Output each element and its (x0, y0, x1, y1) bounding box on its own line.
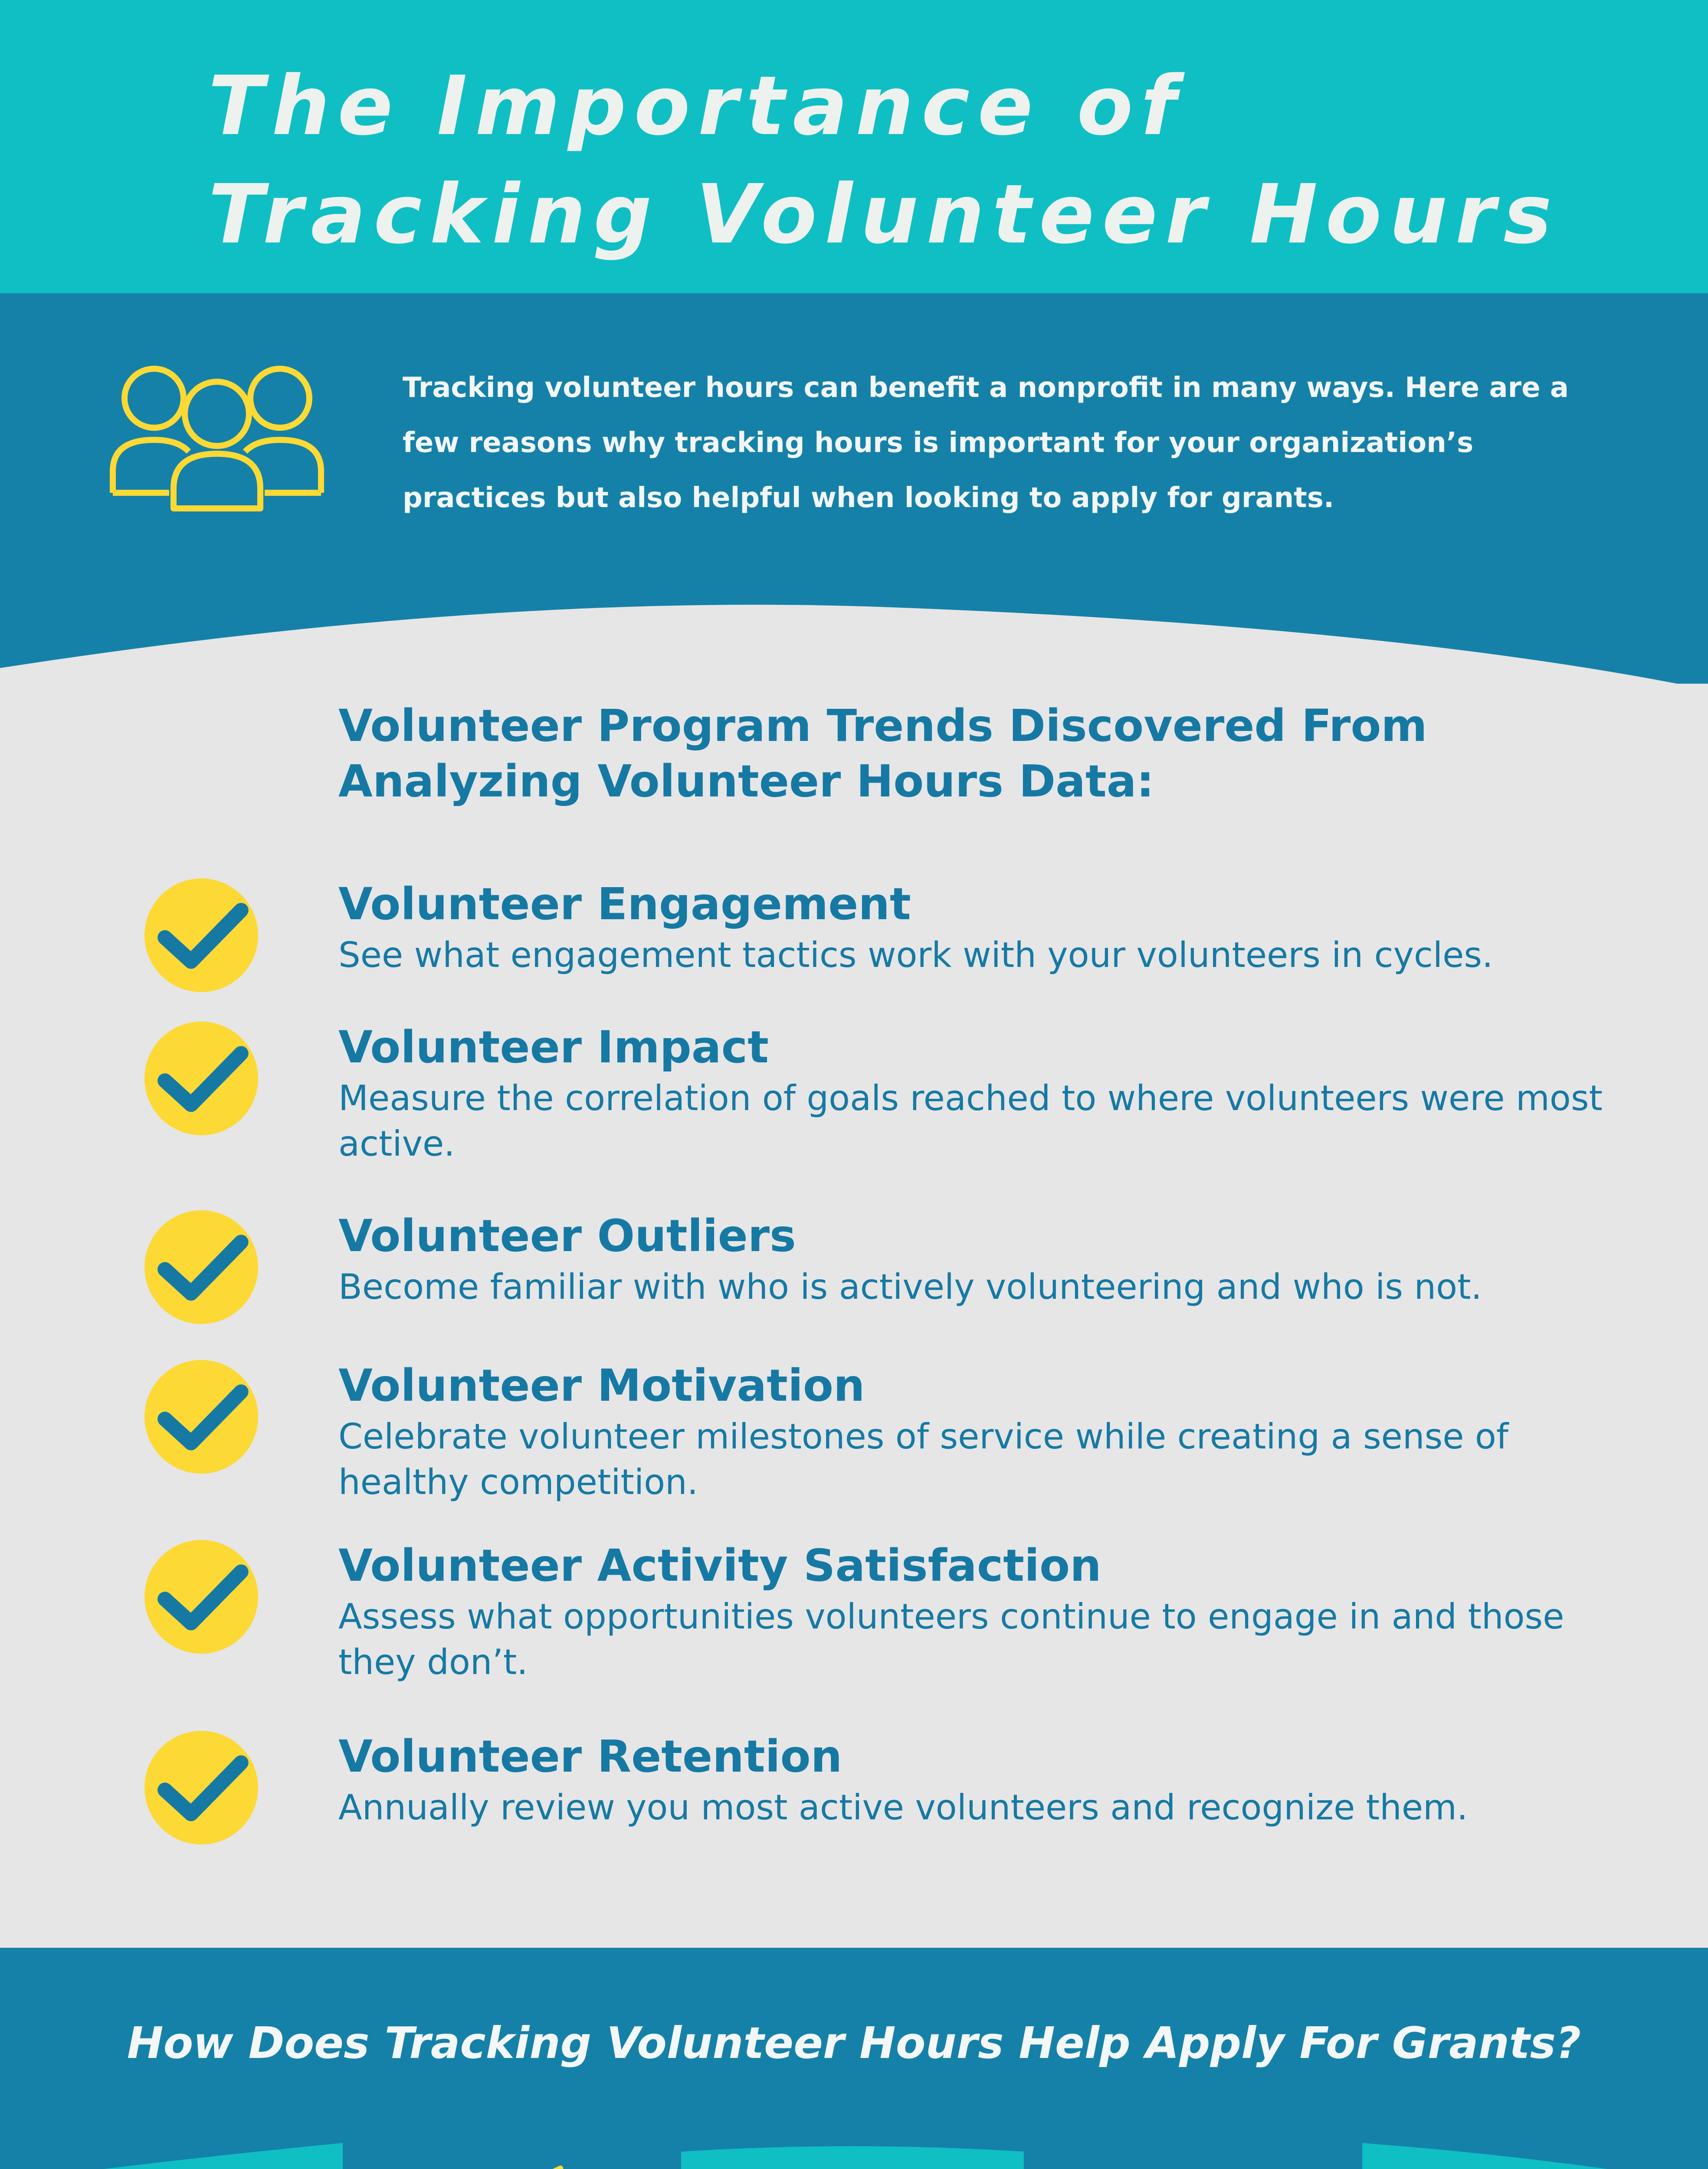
grants-heading: How Does Tracking Volunteer Hours Help Apply For Grants? (127, 2018, 1581, 2068)
grant-item-collect-hours (0, 2143, 343, 2169)
checkmark-icon (144, 1210, 258, 1324)
trends-heading: Volunteer Program Trends Discovered From Analyzing Volunteer Hours Data: (338, 700, 1427, 807)
trend-description: Celebrate volunteer milestones of service while creating a sense of healthy competition. (338, 1416, 1509, 1502)
trend-description: Annually review you most active volunteers and recognize them. (338, 1787, 1468, 1828)
trend-title: Volunteer Outliers (338, 1210, 796, 1262)
checkmark-icon (144, 1731, 258, 1845)
checkmark-icon (144, 1360, 258, 1474)
title-line-2: Tracking Volunteer Hours (208, 167, 1560, 262)
grant-item-reports (681, 2143, 1024, 2169)
page-title (208, 52, 1597, 269)
grant-item-volunteer-value (343, 2143, 681, 2169)
checkmark-icon (144, 878, 258, 992)
section-curve (0, 594, 1708, 707)
trend-title: Volunteer Activity Satisfaction (338, 1540, 1102, 1592)
title-line-1: The Importance of (208, 59, 1184, 154)
column-background (1362, 2143, 1708, 2169)
grant-item-program-impact (1024, 2143, 1362, 2169)
checkmark-icon (144, 1022, 258, 1135)
trend-title: Volunteer Impact (338, 1022, 769, 1073)
grant-item-demonstrate-impact (1362, 2143, 1708, 2169)
trend-description: Assess what opportunities volunteers continue to engage in and those they don’t. (338, 1596, 1564, 1682)
grants-section (0, 1948, 1708, 2169)
growth-chart-icon (447, 2160, 577, 2169)
trend-description: See what engagement tactics work with your volunteers in cycles. (338, 935, 1493, 975)
checkmark-icon (144, 1540, 258, 1654)
trend-title: Volunteer Retention (338, 1731, 843, 1782)
column-background (681, 2143, 1024, 2169)
intro-text: Tracking volunteer hours can benefit a nonprofit in many ways. Here are a few reasons why tracking hours is important for your organization’s practices but also helpful when looking to apply for grants. (403, 372, 1569, 514)
trend-description: Become familiar with who is actively volunteering and who is not. (338, 1267, 1482, 1307)
trend-title: Volunteer Engagement (338, 878, 911, 930)
header-banner (0, 0, 1708, 293)
column-background (0, 2143, 343, 2169)
people-group-icon (108, 363, 325, 514)
trend-title: Volunteer Motivation (338, 1360, 865, 1412)
trend-description: Measure the correlation of goals reached to where volunteers were most active. (338, 1078, 1603, 1164)
